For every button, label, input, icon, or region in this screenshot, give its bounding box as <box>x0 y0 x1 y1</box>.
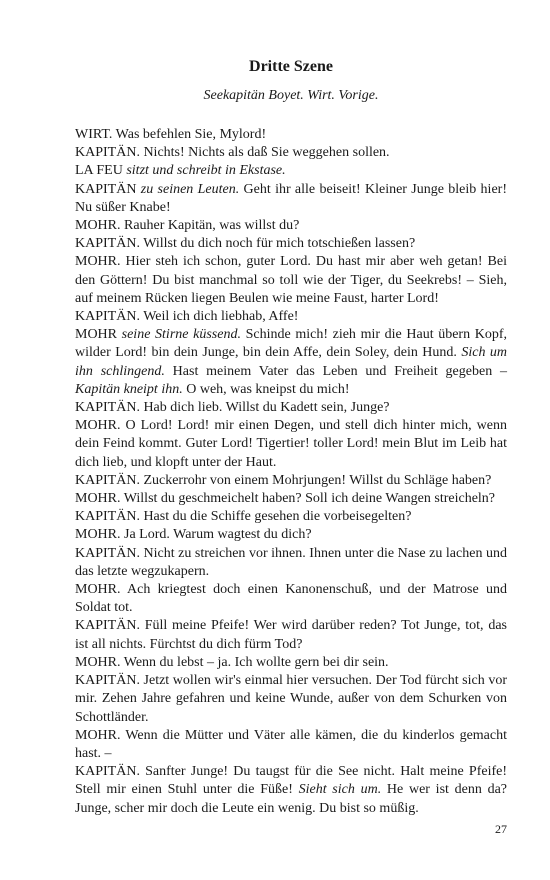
dialogue-paragraph <box>75 727 507 763</box>
stage-direction: Kapitän kneipt ihn. <box>75 381 183 397</box>
dialogue-text: KAPITÄN. Füll meine Pfeife! Wer wird darüber reden? Tot Junge, tot, das ist all nichts. Fürchtst du dich fürm Tod? <box>75 618 507 652</box>
stage-direction: seine Stirne küssend. <box>121 327 241 343</box>
dialogue-paragraph <box>75 617 507 653</box>
dialogue-paragraph <box>75 181 507 217</box>
page-number: 27 <box>495 822 507 836</box>
dialogue-paragraph <box>75 217 507 235</box>
dialogue-paragraph <box>75 126 507 144</box>
dialogue-text: WIRT. Was befehlen Sie, Mylord! <box>75 127 267 142</box>
dialogue-paragraph <box>75 526 507 544</box>
dialogue-text: KAPITÄN. Jetzt wollen wir's einmal hier versuchen. Der Tod fürcht sich vor mir. Zehen Jahre gefahren und keine Wunde, außer von dem Schurken von Schottländer. <box>75 673 507 725</box>
dialogue-text: MOHR. O Lord! Lord! mir einen Degen, und stell dich hinter mich, wenn dein Feind kommt. Guter Lord! Tigertier! toller Lord! mein Blut im Leib hat dich lieb, und klopft unter der Haut. <box>75 418 507 470</box>
stage-direction: zu seinen Leuten. <box>140 181 240 197</box>
stage-direction: sitzt und schreibt in Ekstase. <box>126 163 286 179</box>
dialogue-text: KAPITÄN <box>75 181 141 197</box>
dialogue-text: MOHR. Ach kriegtest doch einen Kanonenschuß, und der Matrose und Soldat tot. <box>75 582 507 616</box>
dialogue-paragraph <box>75 672 507 727</box>
dialogue-text: KAPITÄN. Zuckerrohr von einem Mohrjungen! Willst du Schläge haben? <box>75 472 492 488</box>
dialogue-paragraph <box>75 417 507 472</box>
dialogue-text: Schinde mich! zieh mir die Haut übern Kopf, wilder Lord! bin dein Junge, bin dein Affe, dein Soley, dein Hund. <box>75 327 508 361</box>
dialogue-text: MOHR. Ja Lord. Warum wagtest du dich? <box>75 527 312 543</box>
dialogue-paragraph <box>75 490 507 508</box>
stage-direction: Sieht sich um. <box>298 782 382 798</box>
dialogue-text: KAPITÄN. Hab dich lieb. Willst du Kadett sein, Junge? <box>75 400 390 416</box>
scene-title: Dritte Szene <box>249 58 333 75</box>
dialogue-paragraph <box>75 253 507 308</box>
dialogue-paragraph <box>75 763 507 818</box>
dialogue-paragraph <box>75 472 507 490</box>
dialogue-text: KAPITÄN. Nicht zu streichen vor ihnen. Ihnen unter die Nase zu lachen und das letzte wegzukapern. <box>75 545 507 579</box>
dialogue-paragraph <box>75 235 507 253</box>
scene-cast: Seekapitän Boyet. Wirt. Vorige. <box>203 88 379 103</box>
dialogue-text: O weh, was kneipst du mich! <box>182 381 350 397</box>
dialogue-paragraph <box>75 545 507 581</box>
dialogue-paragraph <box>75 162 507 180</box>
dialogue-text: MOHR. Wenn die Mütter und Väter alle kämen, die du kinderlos gemacht hast. – <box>75 727 507 761</box>
dialogue-text: KAPITÄN. Nichts! Nichts als daß Sie weggehen sollen. <box>75 145 390 161</box>
dialogue-text: KAPITÄN. Sanfter Junge! Du taugst für die See nicht. Halt meine Pfeife! Stell mir einen Stuhl unter die Füße! <box>75 764 507 798</box>
dialogue-text: MOHR. Willst du geschmeichelt haben? Soll ich deine Wangen streicheln? <box>75 491 496 507</box>
dialogue-text: MOHR. Wenn du lebst – ja. Ich wollte gern bei dir sein. <box>75 654 389 670</box>
stage-direction: Sich um ihn schlingend. <box>75 345 508 379</box>
page-content <box>75 56 507 818</box>
dialogue-text: He wer ist denn da? Junge, scher mir doch die Leute ein wenig. Du bist so müßig. <box>75 782 507 816</box>
dialogue-text: MOHR <box>75 327 122 343</box>
dialogue-text: KAPITÄN. Willst du dich noch für mich totschießen lassen? <box>75 236 416 252</box>
dialogue-paragraph <box>75 508 507 526</box>
dialogue-text: MOHR. Rauher Kapitän, was willst du? <box>75 218 300 234</box>
dialogue-paragraph <box>75 144 507 162</box>
dialogue-text: LA FEU <box>75 163 127 179</box>
dialogue-paragraph <box>75 308 507 326</box>
dialogue-text: KAPITÄN. Weil ich dich liebhab, Affe! <box>75 309 299 325</box>
dialogue-text: Geht ihr alle beiseit! Kleiner Junge bleib hier! Nu süßer Knabe! <box>75 181 507 215</box>
dialogue-paragraph <box>75 326 507 399</box>
dialogue-text: Hast meinem Vater das Leben und Freiheit gegeben – <box>164 363 508 379</box>
dialogue-body <box>75 126 507 818</box>
dialogue-text: MOHR. Hier steh ich schon, guter Lord. Du hast mir aber weh getan! Bei den Göttern! Du bist manchmal so toll wie der Tiger, du Seekrebs! – Sieh, auf meinem Rücken liegen Beulen wie meine Faust, harter Lord! <box>75 254 507 306</box>
dialogue-paragraph <box>75 654 507 672</box>
dialogue-paragraph <box>75 581 507 617</box>
dialogue-paragraph <box>75 399 507 417</box>
dialogue-text: KAPITÄN. Hast du die Schiffe gesehen die vorbeisegelten? <box>75 509 412 525</box>
